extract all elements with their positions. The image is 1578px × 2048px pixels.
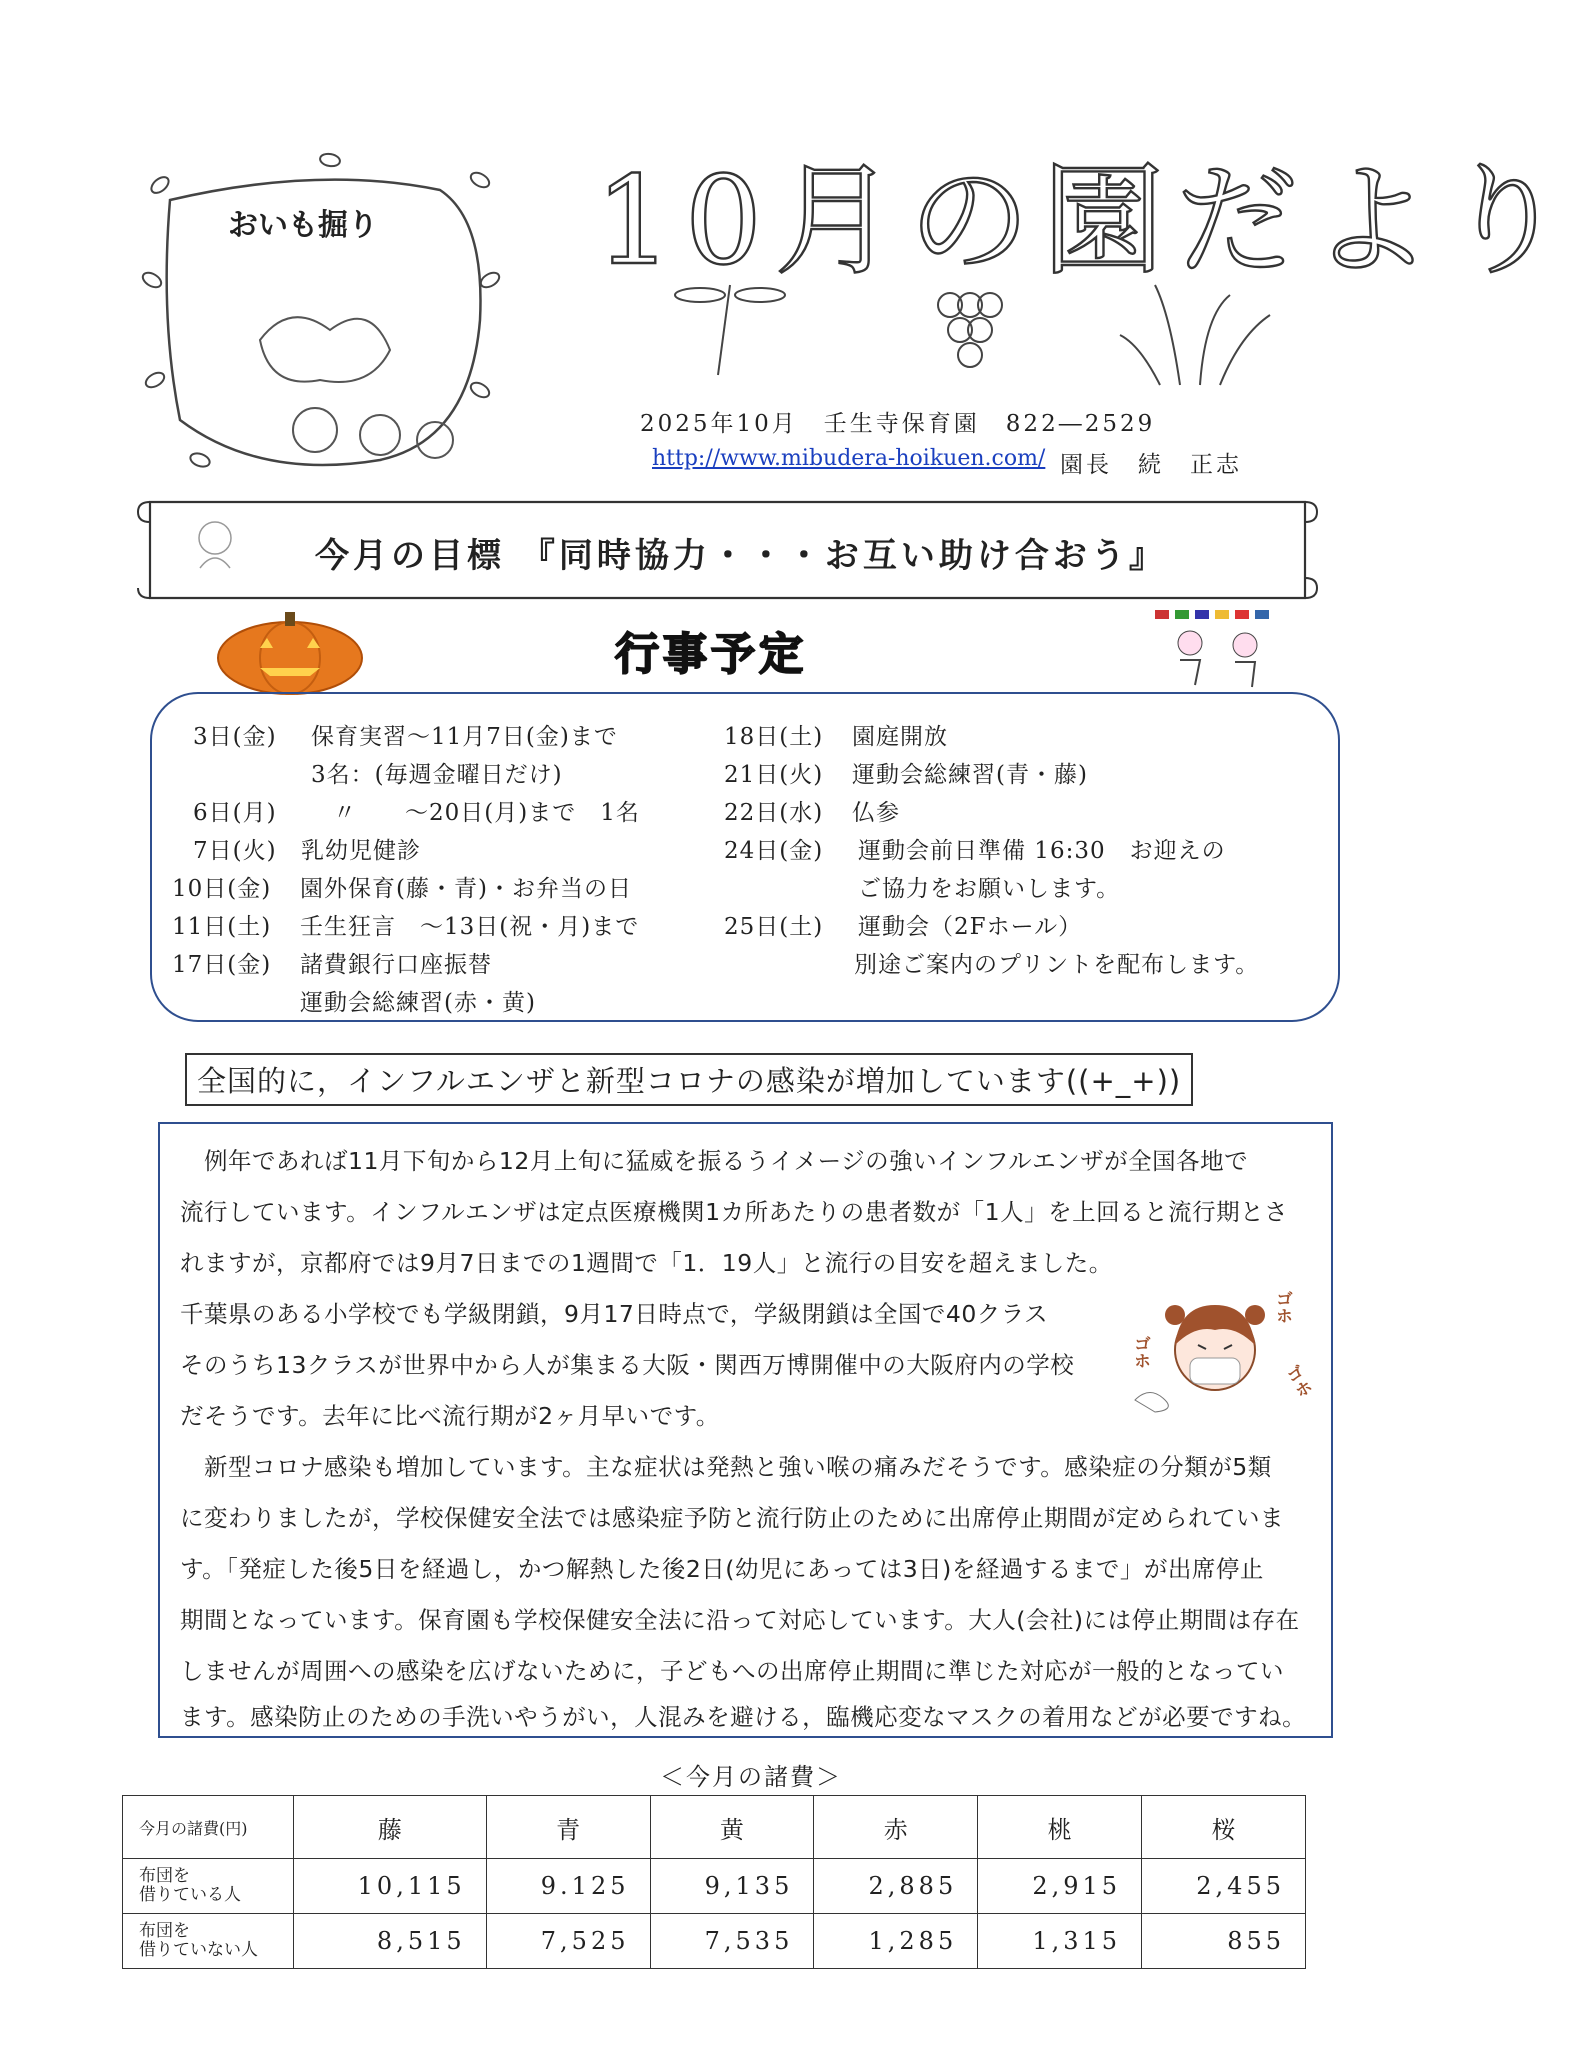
event-item: 25日(土) 運動会（2Fホール） [724,914,1083,940]
table-cell: 1,285 [814,1914,978,1969]
table-row [123,1859,1306,1914]
event-item: ご協力をお願いします。 [858,876,1121,902]
table-header-cell: 黄 [650,1796,814,1859]
notice-line: 新型コロナ感染も増加しています。主な症状は発熱と強い喉の痛みだそうです。感染症の分類が5類 [180,1453,1272,1481]
event-item: 3日(金) 保育実習～11月7日(金)まで [193,724,618,750]
event-item: 10日(金) 園外保育(藤・青)・お弁当の日 [172,876,632,902]
notice-line: 千葉県のある小学校でも学級閉鎖，9月17日時点で，学級閉鎖は全国で40クラス [180,1300,1049,1328]
cough-sound-text: ゴホ [1279,1362,1315,1402]
table-header-row [123,1796,1306,1859]
fees-table [122,1795,1306,1969]
table-cell: 855 [1142,1914,1306,1969]
table-cell: 2,885 [814,1859,978,1914]
illustration-label: おいも掘り [228,208,378,243]
website-url[interactable]: http://www.mibudera-hoikuen.com/ [652,446,1046,471]
event-item: 6日(月) 〃 ～20日(月)まで 1名 [193,800,640,826]
table-cell: 2,455 [1142,1859,1306,1914]
notice-line: だそうです。去年に比べ流行期が2ヶ月早いです。 [180,1402,720,1430]
monthly-goal [315,528,1167,577]
event-item: 24日(金) 運動会前日準備 16:30 お迎えの [724,838,1226,864]
event-item: 22日(水) 仏参 [724,800,900,826]
notice-line: 例年であれば11月下旬から12月上旬に猛威を振るうイメージの強いインフルエンザが全国各地で [180,1147,1249,1175]
table-header-cell: 藤 [294,1796,487,1859]
fees-caption: ＜今月の諸費＞ [660,1763,842,1791]
notice-line: 期間となっています。保育園も学校保健安全法に沿って対応しています。大人(会社)には停止期間は存在 [180,1606,1300,1634]
dragonfly-icon [675,285,785,375]
cough-sound-text: ゴホ [1130,1335,1150,1369]
table-header-cell: 桜 [1142,1796,1306,1859]
notice-line: 流行しています。インフルエンザは定点医療機関1カ所あたりの患者数が「1人」を上回ると流行期とさ [180,1198,1289,1226]
mascot-icon [185,513,245,573]
autumn-decorations [700,275,1290,390]
notice-line: しませんが周囲への感染を広げないために，子どもへの出席停止期間に準じた対応が一般的となってい [180,1657,1284,1685]
row-label: 布団を 借りていない人 [123,1914,294,1969]
table-cell: 7,525 [486,1914,650,1969]
notice-box [158,1122,1333,1738]
table-header-cell: 桃 [978,1796,1142,1859]
event-item: 7日(火) 乳幼児健診 [193,838,421,864]
event-item: 21日(火) 運動会総練習(青・藤) [724,762,1088,788]
table-cell: 9.125 [486,1859,650,1914]
goal-text: 『同時協力・・・お互い助け合おう』 [520,536,1167,576]
director-name: 園長 続 正志 [1060,452,1242,478]
table-cell: 10,115 [294,1859,487,1914]
page-title: 10月の園だより [595,150,1578,292]
notice-line: そのうち13クラスが世界中から人が集まる大阪・関西万博開催中の大阪府内の学校 [180,1351,1075,1379]
children-flags-icon [1150,605,1290,690]
table-header-cell: 青 [486,1796,650,1859]
grapes-icon [938,293,1002,367]
event-item: 17日(金) 諸費銀行口座振替 [172,952,492,978]
table-cell: 2,915 [978,1859,1142,1914]
table-cell: 7,535 [650,1914,814,1969]
event-item: 別途ご案内のプリントを配布します。 [854,952,1260,978]
table-row [123,1914,1306,1969]
pumpkin-icon [215,610,365,695]
table-header-cell: 今月の諸費(円) [123,1796,294,1859]
cough-sound-text: ゴホ [1272,1290,1292,1324]
event-item: 運動会総練習(赤・黄) [300,990,536,1016]
notice-title: 全国的に，インフルエンザと新型コロナの感染が増加しています((+_+)) [185,1053,1193,1106]
goal-label: 今月の目標 [315,536,505,576]
table-header-cell: 赤 [814,1796,978,1859]
notice-line: ます。感染防止のための手洗いやうがい，人混みを避ける，臨機応変なマスクの着用などが必要ですね。 [180,1703,1307,1731]
table-cell: 8,515 [294,1914,487,1969]
notice-line: に変わりましたが，学校保健安全法では感染症予防と流行防止のために出席停止期間が定められていま [180,1504,1284,1532]
event-item: 3名：(毎週金曜日だけ) [311,762,563,788]
info-line: 2025年10月 壬生寺保育園 822―2529 [640,411,1156,437]
table-cell: 1,315 [978,1914,1142,1969]
notice-line: れますが，京都府では9月7日までの1週間で「1．19人」と流行の目安を超えました。 [180,1249,1113,1277]
table-cell: 9,135 [650,1859,814,1914]
website-link[interactable] [652,446,1045,471]
events-title: 行事予定 [615,629,807,680]
row-label: 布団を 借りている人 [123,1859,294,1914]
event-item: 18日(土) 園庭開放 [724,724,948,750]
notice-line: す。「発症した後5日を経過し，かつ解熱した後2日(幼児にあっては3日)を経過するまで」が出席停止 [180,1555,1264,1583]
rice-plant-icon [1120,285,1270,385]
event-item: 11日(土) 壬生狂言 ～13日(祝・月)まで [172,914,640,940]
